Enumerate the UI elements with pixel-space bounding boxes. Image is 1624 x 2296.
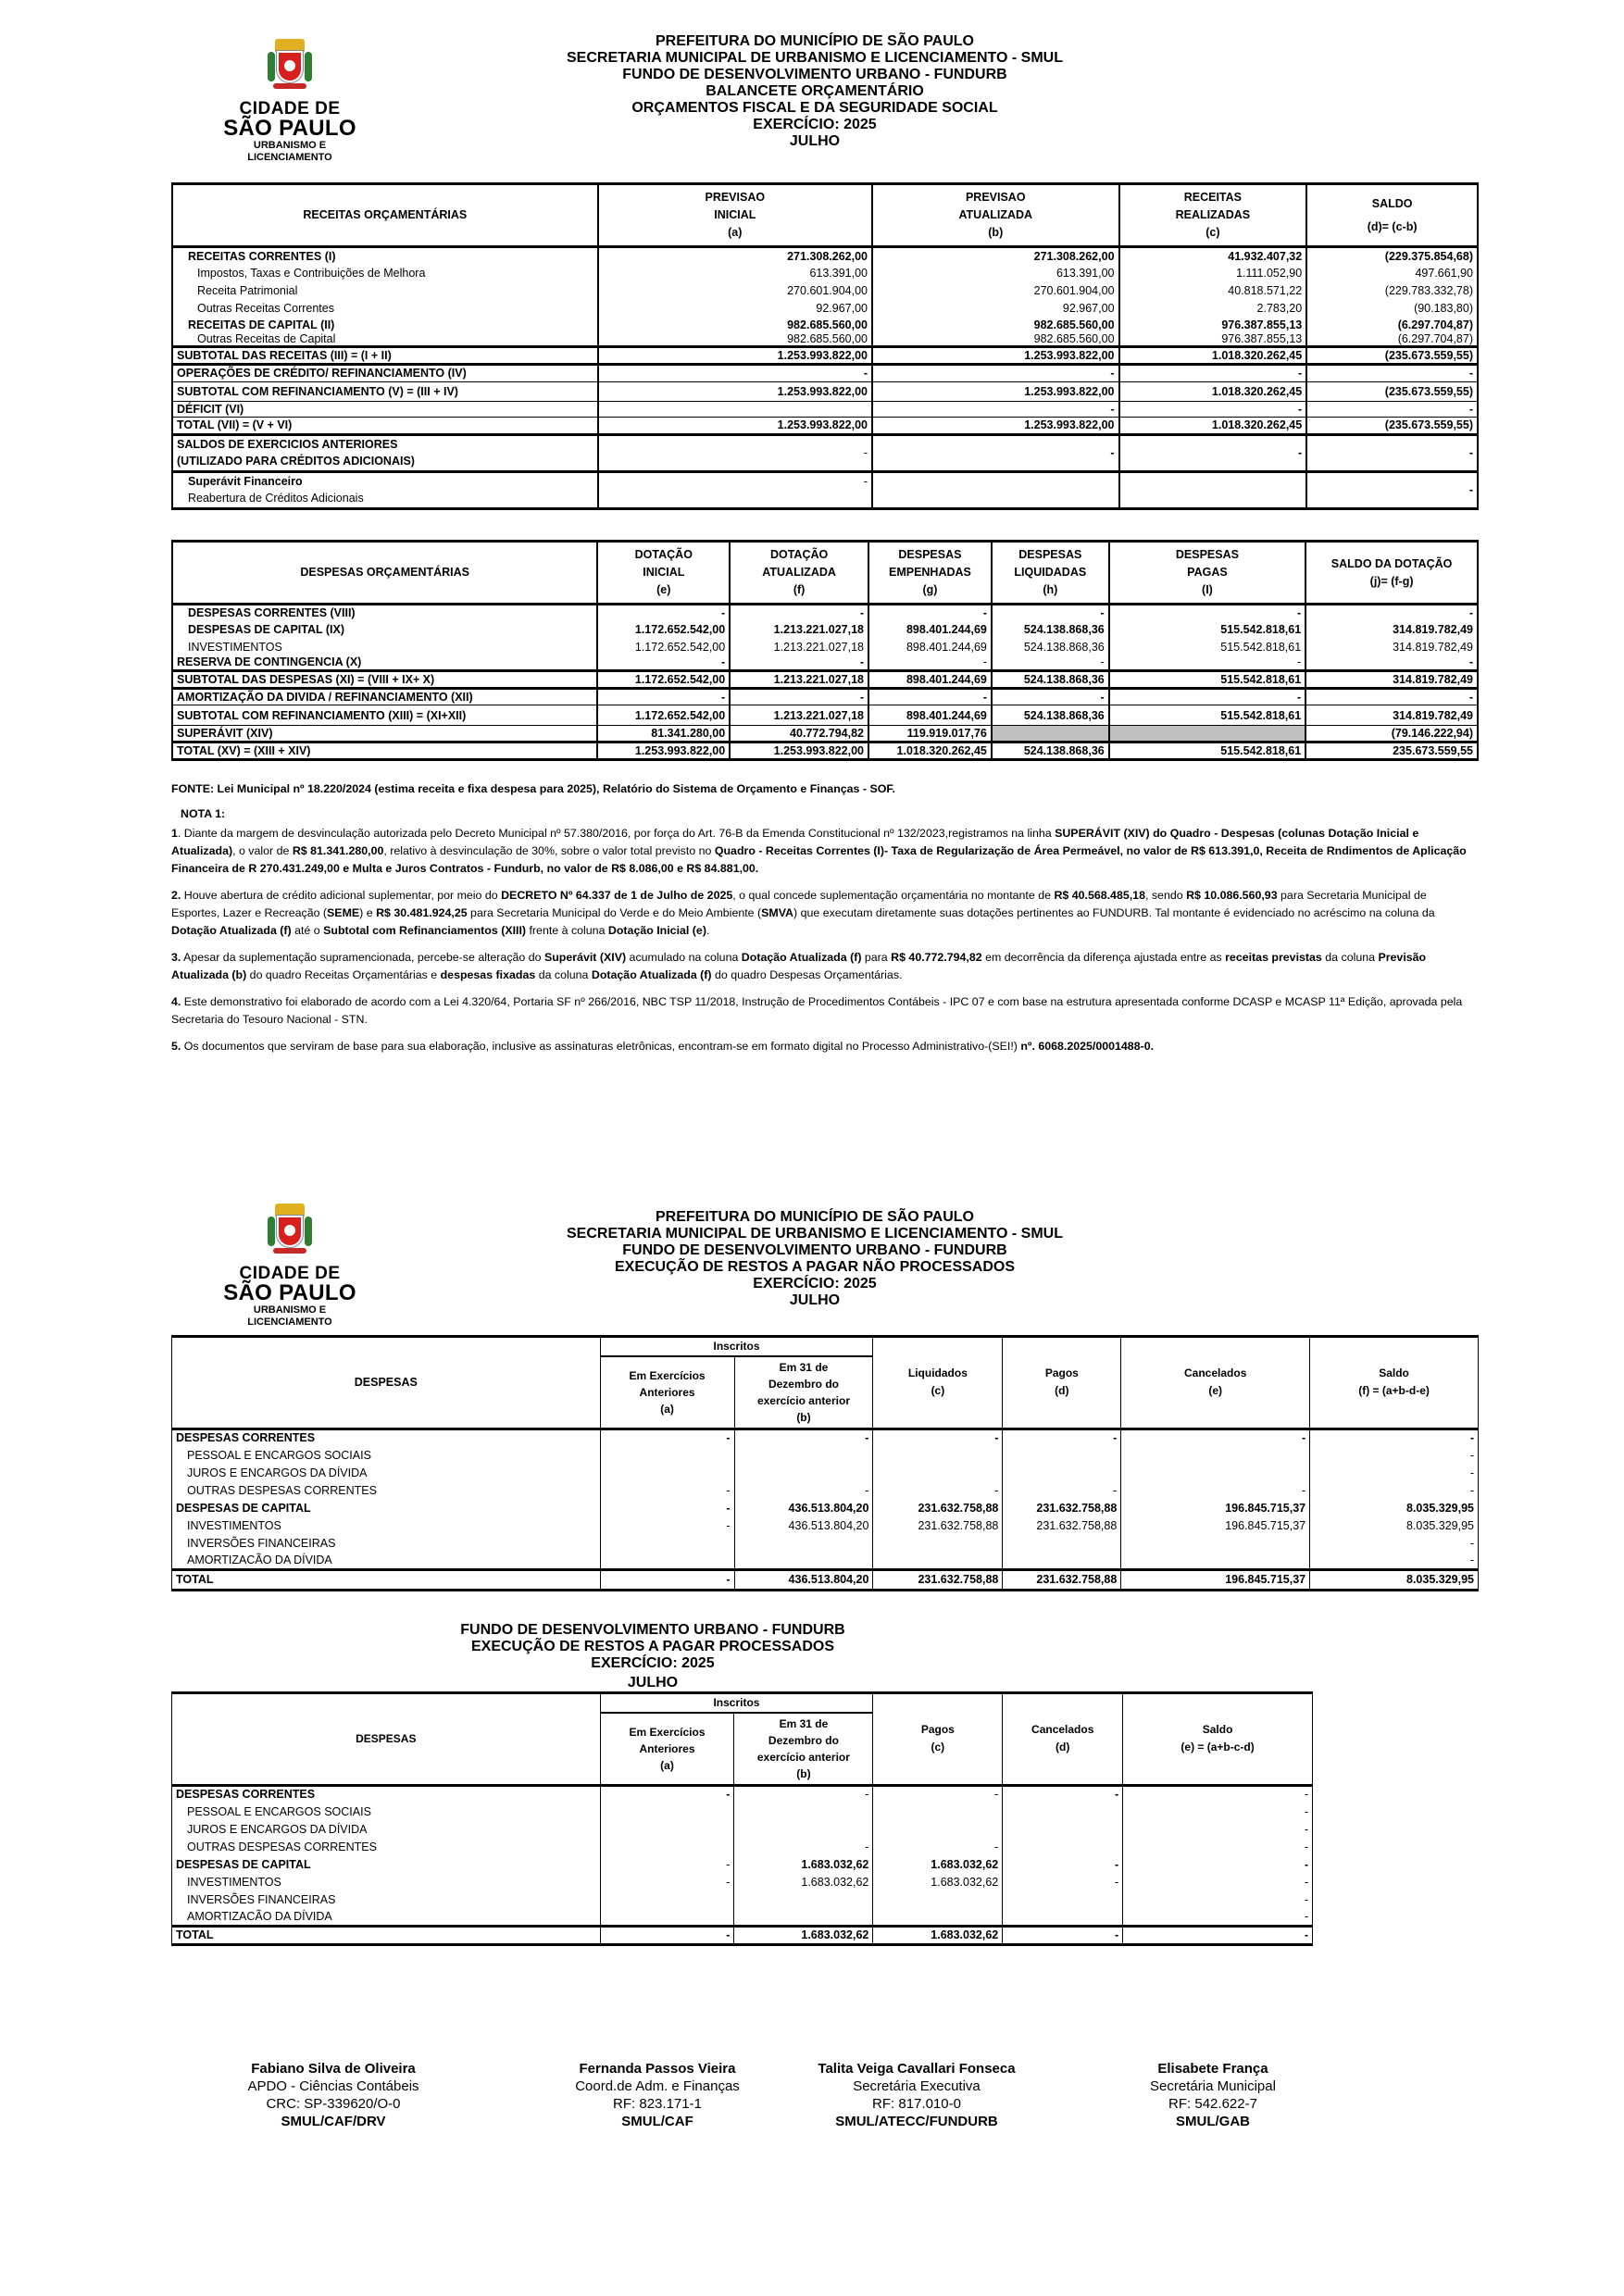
header-line: FUNDO DE DESENVOLVIMENTO URBANO - FUNDURB [460, 1622, 845, 1638]
table-row: INVERSÕES FINANCEIRAS - [172, 1890, 1313, 1908]
table-row: RECEITAS DE CAPITAL (II) 982.685.560,00 982.685.560,00 976.387.855,13 (6.297.704,87) [172, 318, 1478, 333]
logo-line-1: CIDADE DE [239, 1264, 341, 1283]
col-header-liquidadas: DESPESAS LIQUIDADAS (h) [992, 542, 1109, 605]
col-header-exercicios-anteriores: Em Exercícios Anteriores (a) [600, 1356, 734, 1429]
logo-line-2: SÃO PAULO [223, 116, 356, 141]
logo-line-2: SÃO PAULO [223, 1280, 356, 1305]
col-header-31-dezembro: Em 31 de Dezembro do exercício anterior (b) [734, 1713, 873, 1785]
signer-role: Secretária Municipal [1150, 2078, 1276, 2094]
col-header-receitas: RECEITAS ORÇAMENTÁRIAS [172, 184, 598, 247]
signer-id: RF: 817.010-0 [872, 2096, 961, 2112]
header-line: SECRETARIA MUNICIPAL DE URBANISMO E LICENCIAMENTO - SMUL [566, 50, 1063, 66]
notes-section [171, 780, 1468, 1065]
col-header-pagos: Pagos (d) [1003, 1337, 1121, 1429]
logo-line-3: URBANISMO E [253, 140, 327, 151]
col-header-saldo: Saldo (f) = (a+b-d-e) [1310, 1337, 1479, 1429]
header-line: SECRETARIA MUNICIPAL DE URBANISMO E LICENCIAMENTO - SMUL [566, 1226, 1063, 1242]
table-row: DESPESAS DE CAPITAL (IX) 1.172.652.542,00 1.213.221.027,18 898.401.244,69 524.138.868,36 515.542.818,61 314.819.782,49 [172, 621, 1478, 639]
fonte-note: FONTE: Lei Municipal nº 18.220/2024 (estima receita e fixa despesa para 2025), Relatório do Sistema de Orçamento e Finanças - SOF. [171, 782, 895, 795]
report-header-balancete [306, 33, 1324, 150]
signature-block [546, 2060, 768, 2130]
col-header-cancelados: Cancelados (d) [1003, 1693, 1123, 1786]
logo-line-4: LICENCIAMENTO [247, 152, 332, 163]
signer-role: Secretária Executiva [853, 2078, 981, 2094]
table-row: INVESTIMENTOS 1.172.652.542,00 1.213.221.027,18 898.401.244,69 524.138.868,36 515.542.818,61 314.819.782,49 [172, 639, 1478, 655]
signer-unit: SMUL/CAF [621, 2114, 693, 2129]
nota-title: NOTA 1: [181, 807, 226, 820]
note-1: 1. Diante da margem de desvinculação autorizada pelo Decreto Municipal nº 57.380/2016, por força do Art. 76-B da Emenda Constitucional nº 132/2023,registramos na linha SUPERÁVIT (XIV) do Quadro - Despesas (colunas Dotação Inicial e Atualizada), o valor de R$ 81.341.280,00, relativo à desvinculação de 30%, sobre o valor total previsto no Quadro - Receitas Correntes (I)- Taxa de Regularização de Área Permeável, no valor de R$ 613.391,0, Receita de Rndimentos de Aplicação Financeira de R 270.431.249,00 e Multa e Juros Contratos - Fundurb, no valor de R$ 8.086,00 e R$ 84.881,00. [171, 827, 1467, 875]
table-row-total: TOTAL - 436.513.804,20 231.632.758,88 231.632.758,88 196.845.715,37 8.035.329,95 [172, 1569, 1479, 1590]
col-header-previsao-atualizada: PREVISAO ATUALIZADA (b) [872, 184, 1119, 247]
table-row: JUROS E ENCARGOS DA DÍVIDA - [172, 1464, 1479, 1481]
header-line: EXECUÇÃO DE RESTOS A PAGAR PROCESSADOS [470, 1639, 835, 1654]
table-row: AMORTIZAÇÃO DA DIVIDA / REFINANCIAMENTO (XII) - - - - - - [172, 689, 1478, 705]
table-row: DESPESAS CORRENTES - - - - - - [172, 1429, 1479, 1446]
header-line: FUNDO DE DESENVOLVIMENTO URBANO - FUNDURB [622, 67, 1007, 82]
signature-block [222, 2060, 444, 2130]
table-row: PESSOAL E ENCARGOS SOCIAIS - [172, 1803, 1313, 1820]
restos-processados-table [171, 1691, 1313, 1946]
header-line: EXERCÍCIO: 2025 [753, 1276, 877, 1292]
col-header-pagas: DESPESAS PAGAS (I) [1109, 542, 1305, 605]
signer-unit: SMUL/CAF/DRV [281, 2114, 386, 2129]
table-row: AMORTIZACÃO DA DÍVIDA - [172, 1908, 1313, 1926]
signer-id: CRC: SP-339620/O-0 [266, 2096, 401, 2112]
table-row: SUBTOTAL COM REFINANCIAMENTO (XIII) = (XI+XII) 1.172.652.542,00 1.213.221.027,18 898.401.244,69 524.138.868,36 515.542.818,61 314.819.782,49 [172, 705, 1478, 726]
table-row: TOTAL (VII) = (V + VI) 1.253.993.822,00 1.253.993.822,00 1.018.320.262,45 (235.673.559,55) [172, 417, 1478, 434]
col-header-despesas: DESPESAS [172, 1337, 601, 1429]
table-row: DÉFICIT (VI) - - - [172, 401, 1478, 417]
header-line: JULHO [789, 133, 841, 149]
table-row: AMORTIZACÃO DA DÍVIDA - [172, 1552, 1479, 1569]
header-line: JULHO [789, 1292, 841, 1308]
col-header-receitas-realizadas: RECEITAS REALIZADAS (c) [1119, 184, 1307, 247]
table-row: INVESTIMENTOS - 1.683.032,62 1.683.032,62 - - [172, 1873, 1313, 1890]
header-line: PREFEITURA DO MUNICÍPIO DE SÃO PAULO [655, 33, 974, 49]
col-header-inscritos: Inscritos [600, 1337, 873, 1357]
table-row: Receita Patrimonial 270.601.904,00 270.601.904,00 40.818.571,22 (229.783.332,78) [172, 282, 1478, 300]
logo-line-3: URBANISMO E [253, 1304, 327, 1316]
signer-name: Fabiano Silva de Oliveira [251, 2061, 416, 2077]
header-line: EXERCÍCIO: 2025 [591, 1655, 715, 1671]
report-header-rpnp [306, 1209, 1324, 1309]
table-row: OUTRAS DESPESAS CORRENTES - - - [172, 1838, 1313, 1855]
col-header-saldo: SALDO (d)= (c-b) [1306, 184, 1478, 247]
receitas-table [171, 182, 1479, 510]
table-row: DESPESAS DE CAPITAL - 436.513.804,20 231.632.758,88 231.632.758,88 196.845.715,37 8.035.329,95 [172, 1499, 1479, 1516]
table-row: JUROS E ENCARGOS DA DÍVIDA - [172, 1820, 1313, 1838]
col-header-despesas: DESPESAS ORÇAMENTÁRIAS [172, 542, 597, 605]
col-header-inscritos: Inscritos [600, 1693, 873, 1714]
despesas-table [171, 540, 1479, 761]
signer-name: Talita Veiga Cavallari Fonseca [818, 2061, 1016, 2077]
table-row: INVERSÕES FINANCEIRAS - [172, 1534, 1479, 1552]
logo-line-1: CIDADE DE [239, 99, 341, 119]
col-header-liquidados: Liquidados (c) [873, 1337, 1003, 1429]
table-row: OUTRAS DESPESAS CORRENTES - - - - - - [172, 1481, 1479, 1499]
table-row: Outras Receitas de Capital 982.685.560,00 982.685.560,00 976.387.855,13 (6.297.704,87) [172, 333, 1478, 347]
note-4: 4. Este demonstrativo foi elaborado de acordo com a Lei 4.320/64, Portaria SF nº 266/2016, NBC TSP 11/2018, Instrução de Procedimentos Contábeis - IPC 07 e com base na estrutura apresentada conforme DCASP e MCASP 11ª Edição, aprovada pela Secretaria do Tesouro Nacional - STN. [171, 995, 1463, 1026]
table-row: SALDOS DE EXERCICIOS ANTERIORES (UTILIZADO PARA CRÉDITOS ADICIONAIS) - - - - [172, 434, 1478, 471]
col-header-saldo-dotacao: SALDO DA DOTAÇÃO (j)= (f-g) [1305, 542, 1478, 605]
logo-line-4: LICENCIAMENTO [247, 1316, 332, 1328]
header-line: PREFEITURA DO MUNICÍPIO DE SÃO PAULO [655, 1209, 974, 1225]
table-row: SUBTOTAL DAS DESPESAS (XI) = (VIII + IX+ X) 1.172.652.542,00 1.213.221.027,18 898.401.244,69 524.138.868,36 515.542.818,61 314.819.782,49 [172, 671, 1478, 689]
note-2: 2. Houve abertura de crédito adicional suplementar, por meio do DECRETO Nº 64.337 de 1 de Julho de 2025, o qual concede suplementação orçamentária no montante de R$ 40.568.485,18, sendo R$ 10.086.560,93 para Secretaria Municipal de Esportes, Lazer e Recreação (SEME) e R$ 30.481.924,25 para Secretaria Municipal do Verde e do Meio Ambiente (SMVA) que executam diretamente suas dotações pertinentes ao FUNDURB. Tal montante é evidenciado no acréscimo na coluna da Dotação Atualizada (f) até o Subtotal com Refinanciamentos (XIII) frente à coluna Dotação Inicial (e). [171, 889, 1435, 937]
table-row: OPERAÇÕES DE CRÉDITO/ REFINANCIAMENTO (IV) - - - - [172, 364, 1478, 381]
signer-unit: SMUL/GAB [1176, 2114, 1250, 2129]
table-row: SUBTOTAL COM REFINANCIAMENTO (V) = (III + IV) 1.253.993.822,00 1.253.993.822,00 1.018.320.262,45 (235.673.559,55) [172, 381, 1478, 401]
col-header-previsao-inicial: PREVISAO INICIAL (a) [598, 184, 872, 247]
col-header-dotacao-inicial: DOTAÇÃO INICIAL (e) [597, 542, 730, 605]
table-row: SUPERÁVIT (XIV) 81.341.280,00 40.772.794,82 119.919.017,76 (79.146.222,94) [172, 726, 1478, 742]
header-line: ORÇAMENTOS FISCAL E DA SEGURIDADE SOCIAL [631, 100, 998, 116]
table-row: INVESTIMENTOS - 436.513.804,20 231.632.758,88 231.632.758,88 196.845.715,37 8.035.329,95 [172, 1516, 1479, 1534]
col-header-despesas: DESPESAS [172, 1693, 601, 1786]
table-row-total: TOTAL - 1.683.032,62 1.683.032,62 - - [172, 1926, 1313, 1944]
restos-nao-processados-table [171, 1335, 1479, 1591]
signer-name: Elisabete França [1157, 2061, 1268, 2077]
note-5: 5. Os documentos que serviram de base para sua elaboração, inclusive as assinaturas eletrônicas, encontram-se em formato digital no Processo Administrativo-(SEI!) nº. 6068.2025/0001488-0. [171, 1040, 1155, 1053]
signature-block [1102, 2060, 1324, 2130]
col-header-pagos: Pagos (c) [873, 1693, 1003, 1786]
table-row: RECEITAS CORRENTES (I) 271.308.262,00 271.308.262,00 41.932.407,32 (229.375.854,68) [172, 247, 1478, 265]
signer-name: Fernanda Passos Vieira [579, 2061, 736, 2077]
report-header-rpp [167, 1622, 1139, 1691]
table-row: PESSOAL E ENCARGOS SOCIAIS - [172, 1446, 1479, 1464]
signer-role: Coord.de Adm. e Finanças [575, 2078, 740, 2094]
col-header-empenhadas: DESPESAS EMPENHADAS (g) [868, 542, 992, 605]
table-row: DESPESAS CORRENTES - - - - - [172, 1785, 1313, 1803]
col-header-31-dezembro: Em 31 de Dezembro do exercício anterior (b) [734, 1356, 873, 1429]
table-row: Impostos, Taxas e Contribuições de Melhora 613.391,00 613.391,00 1.111.052,90 497.661,90 [172, 265, 1478, 282]
signer-id: RF: 823.171-1 [613, 2096, 702, 2112]
header-line: BALANCETE ORÇAMENTÁRIO [706, 83, 924, 99]
note-3: 3. Apesar da suplementação supramencionada, percebe-se alteração do Superávit (XIV) acumulado na coluna Dotação Atualizada (f) para R$ 40.772.794,82 em decorrência da diferença ajustada entre as receitas previstas da coluna Previsão Atualizada (b) do quadro Receitas Orçamentárias e despesas fixadas da coluna Dotação Atualizada (f) do quadro Despesas Orçamentárias. [171, 951, 1427, 981]
table-row: TOTAL (XV) = (XIII + XIV) 1.253.993.822,00 1.253.993.822,00 1.018.320.262,45 524.138.868,36 515.542.818,61 235.673.559,55 [172, 742, 1478, 760]
table-row: SUBTOTAL DAS RECEITAS (III) = (I + II) 1.253.993.822,00 1.253.993.822,00 1.018.320.262,45 (235.673.559,55) [172, 346, 1478, 364]
table-row: DESPESAS CORRENTES (VIII) - - - - - - [172, 605, 1478, 621]
header-line: JULHO [627, 1675, 679, 1691]
header-line: EXECUÇÃO DE RESTOS A PAGAR NÃO PROCESSADOS [614, 1259, 1016, 1275]
table-row: Superávit Financeiro Reabertura de Créditos Adicionais - - [172, 471, 1478, 508]
signature-block [787, 2060, 1046, 2130]
col-header-saldo: Saldo (e) = (a+b-c-d) [1123, 1693, 1313, 1786]
table-row: RESERVA DE CONTINGENCIA (X) - - - - - - [172, 655, 1478, 671]
table-row: Outras Receitas Correntes 92.967,00 92.967,00 2.783,20 (90.183,80) [172, 300, 1478, 318]
signer-id: RF: 542.622-7 [1168, 2096, 1257, 2112]
table-row: DESPESAS DE CAPITAL - 1.683.032,62 1.683.032,62 - - [172, 1855, 1313, 1873]
col-header-dotacao-atualizada: DOTAÇÃO ATUALIZADA (f) [730, 542, 868, 605]
signer-role: APDO - Ciências Contábeis [247, 2078, 419, 2094]
header-line: FUNDO DE DESENVOLVIMENTO URBANO - FUNDURB [622, 1242, 1007, 1258]
header-line: EXERCÍCIO: 2025 [753, 117, 877, 132]
col-header-cancelados: Cancelados (e) [1121, 1337, 1310, 1429]
col-header-exercicios-anteriores: Em Exercícios Anteriores (a) [600, 1713, 734, 1785]
signer-unit: SMUL/ATECC/FUNDURB [835, 2114, 998, 2129]
